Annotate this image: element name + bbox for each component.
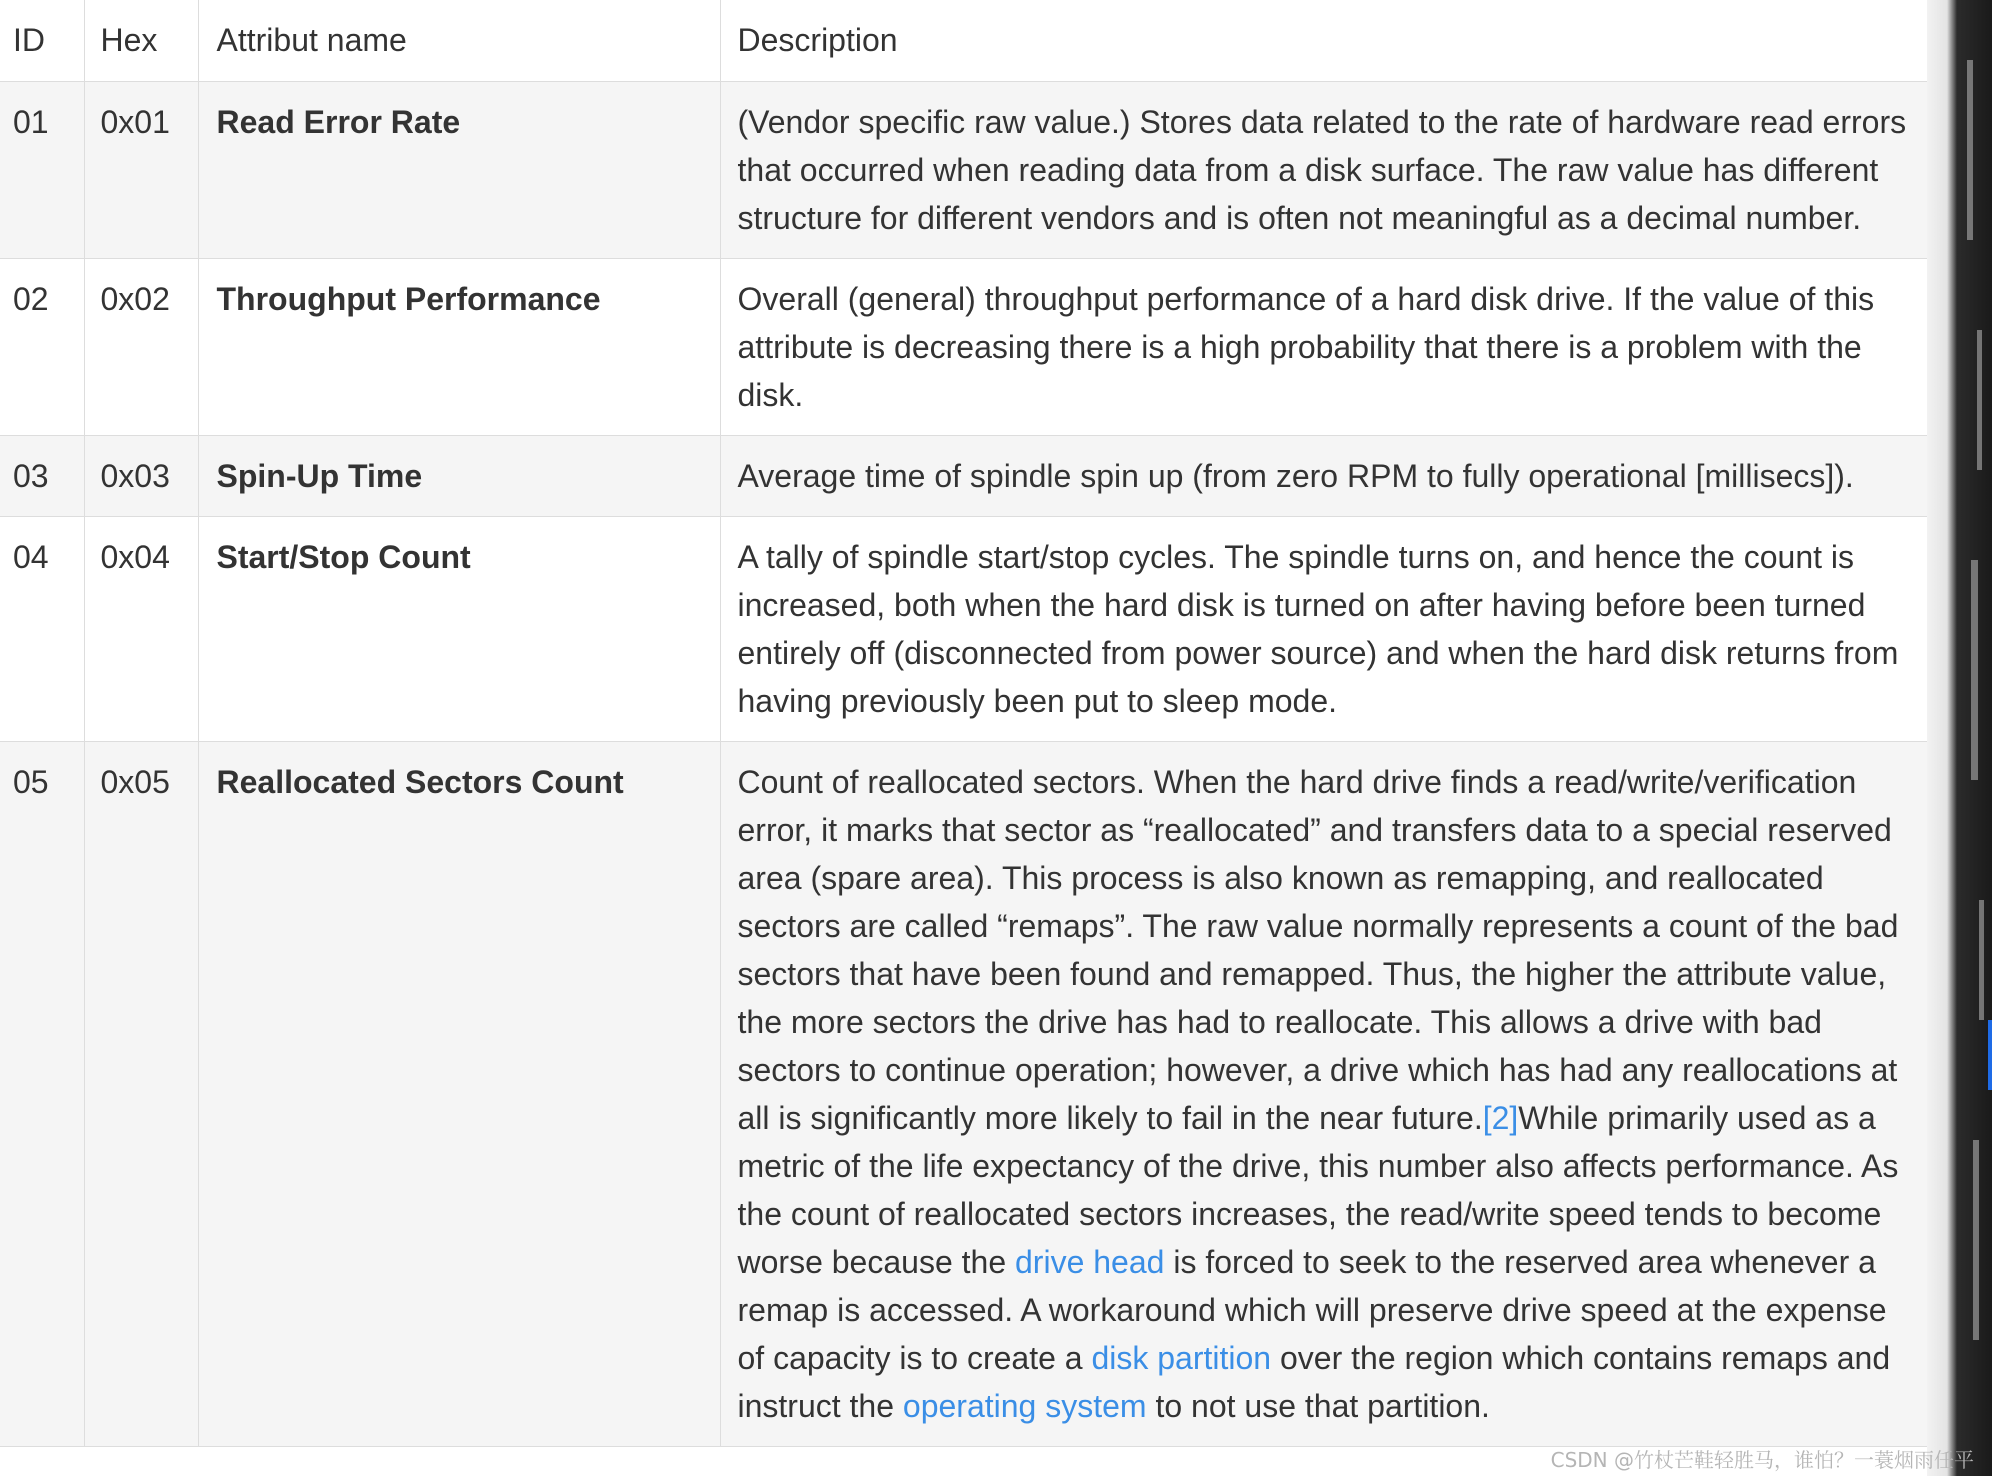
header-row (0, 0, 1927, 82)
cell-description (720, 259, 1927, 436)
scroll-position-marker[interactable] (1988, 1020, 1992, 1090)
cell-attribute-name: Throughput Performance (198, 259, 720, 436)
table-row (0, 517, 1927, 742)
cell-attribute-name: Reallocated Sectors Count (198, 742, 720, 1447)
description-text: is forced to seek to the reserved area whenever a remap is accessed. A workaround which will preserve drive speed at the expense of capacity is to create a (737, 1244, 1887, 1376)
table-row (0, 436, 1927, 517)
cell-id: 02 (0, 259, 84, 436)
description-text: Overall (general) throughput performance of a hard disk drive. If the value of this attribute is decreasing there is a high probability that there is a problem with the disk. (737, 281, 1875, 413)
background-window-edge (1927, 0, 1992, 1476)
header-description: Description (720, 0, 1927, 82)
cell-description (720, 82, 1927, 259)
cell-id: 04 (0, 517, 84, 742)
cell-hex: 0x05 (84, 742, 198, 1447)
citation-link-2[interactable]: [2] (1482, 1100, 1519, 1136)
description-text: Average time of spindle spin up (from zero RPM to fully operational [millisecs]). (737, 458, 1854, 494)
operating-system-link[interactable]: operating system (902, 1388, 1147, 1424)
table-body (0, 82, 1927, 1447)
header-attribute-name: Attribut name (198, 0, 720, 82)
cell-hex: 0x01 (84, 82, 198, 259)
cell-description (720, 742, 1927, 1447)
watermark-text: CSDN @竹杖芒鞋轻胜马，谁怕？一蓑烟雨任平 (1550, 1448, 1974, 1472)
cell-hex: 0x04 (84, 517, 198, 742)
header-id: ID (0, 0, 84, 82)
cell-description (720, 436, 1927, 517)
cell-description (720, 517, 1927, 742)
description-text: While primarily used as a metric of the life expectancy of the drive, this number also affects performance. As the count of reallocated sectors increases, the read/write speed tends to become worse because the (737, 1100, 1899, 1280)
description-text: A tally of spindle start/stop cycles. The spindle turns on, and hence the count is increased, both when the hard disk is turned on after having before been turned entirely off (disconnected from power source) and when the hard disk returns from having previously been put to sleep mode. (737, 539, 1899, 719)
table-row (0, 742, 1927, 1447)
disk-partition-link[interactable]: disk partition (1091, 1340, 1272, 1376)
description-text: over the region which contains remaps and instruct the (737, 1340, 1891, 1424)
cell-id: 03 (0, 436, 84, 517)
table-row (0, 82, 1927, 259)
cell-attribute-name: Start/Stop Count (198, 517, 720, 742)
description-text: to not use that partition. (1146, 1388, 1490, 1424)
table-row (0, 259, 1927, 436)
cell-hex: 0x03 (84, 436, 198, 517)
cell-hex: 0x02 (84, 259, 198, 436)
description-text: Count of reallocated sectors. When the hard drive finds a read/write/verification error, it marks that sector as “reallocated” and transfers data to a special reserved area (spare area). This process is also known as remapping, and reallocated sectors are called “remaps”. The raw value normally represents a count of the bad sectors that have been found and remapped. Thus, the higher the attribute value, the more sectors the drive has had to reallocate. This allows a drive with bad sectors to continue operation; however, a drive which has had any reallocations at all is significantly more likely to fail in the near future. (737, 764, 1899, 1136)
header-hex: Hex (84, 0, 198, 82)
cell-attribute-name: Spin-Up Time (198, 436, 720, 517)
description-text: (Vendor specific raw value.) Stores data related to the rate of hardware read errors that occurred when reading data from a disk surface. The raw value has different structure for different vendors and is often not meaningful as a decimal number. (737, 104, 1907, 236)
cell-id: 05 (0, 742, 84, 1447)
drive-head-link[interactable]: drive head (1015, 1244, 1165, 1280)
table-header (0, 0, 1927, 82)
cell-attribute-name: Read Error Rate (198, 82, 720, 259)
cell-id: 01 (0, 82, 84, 259)
